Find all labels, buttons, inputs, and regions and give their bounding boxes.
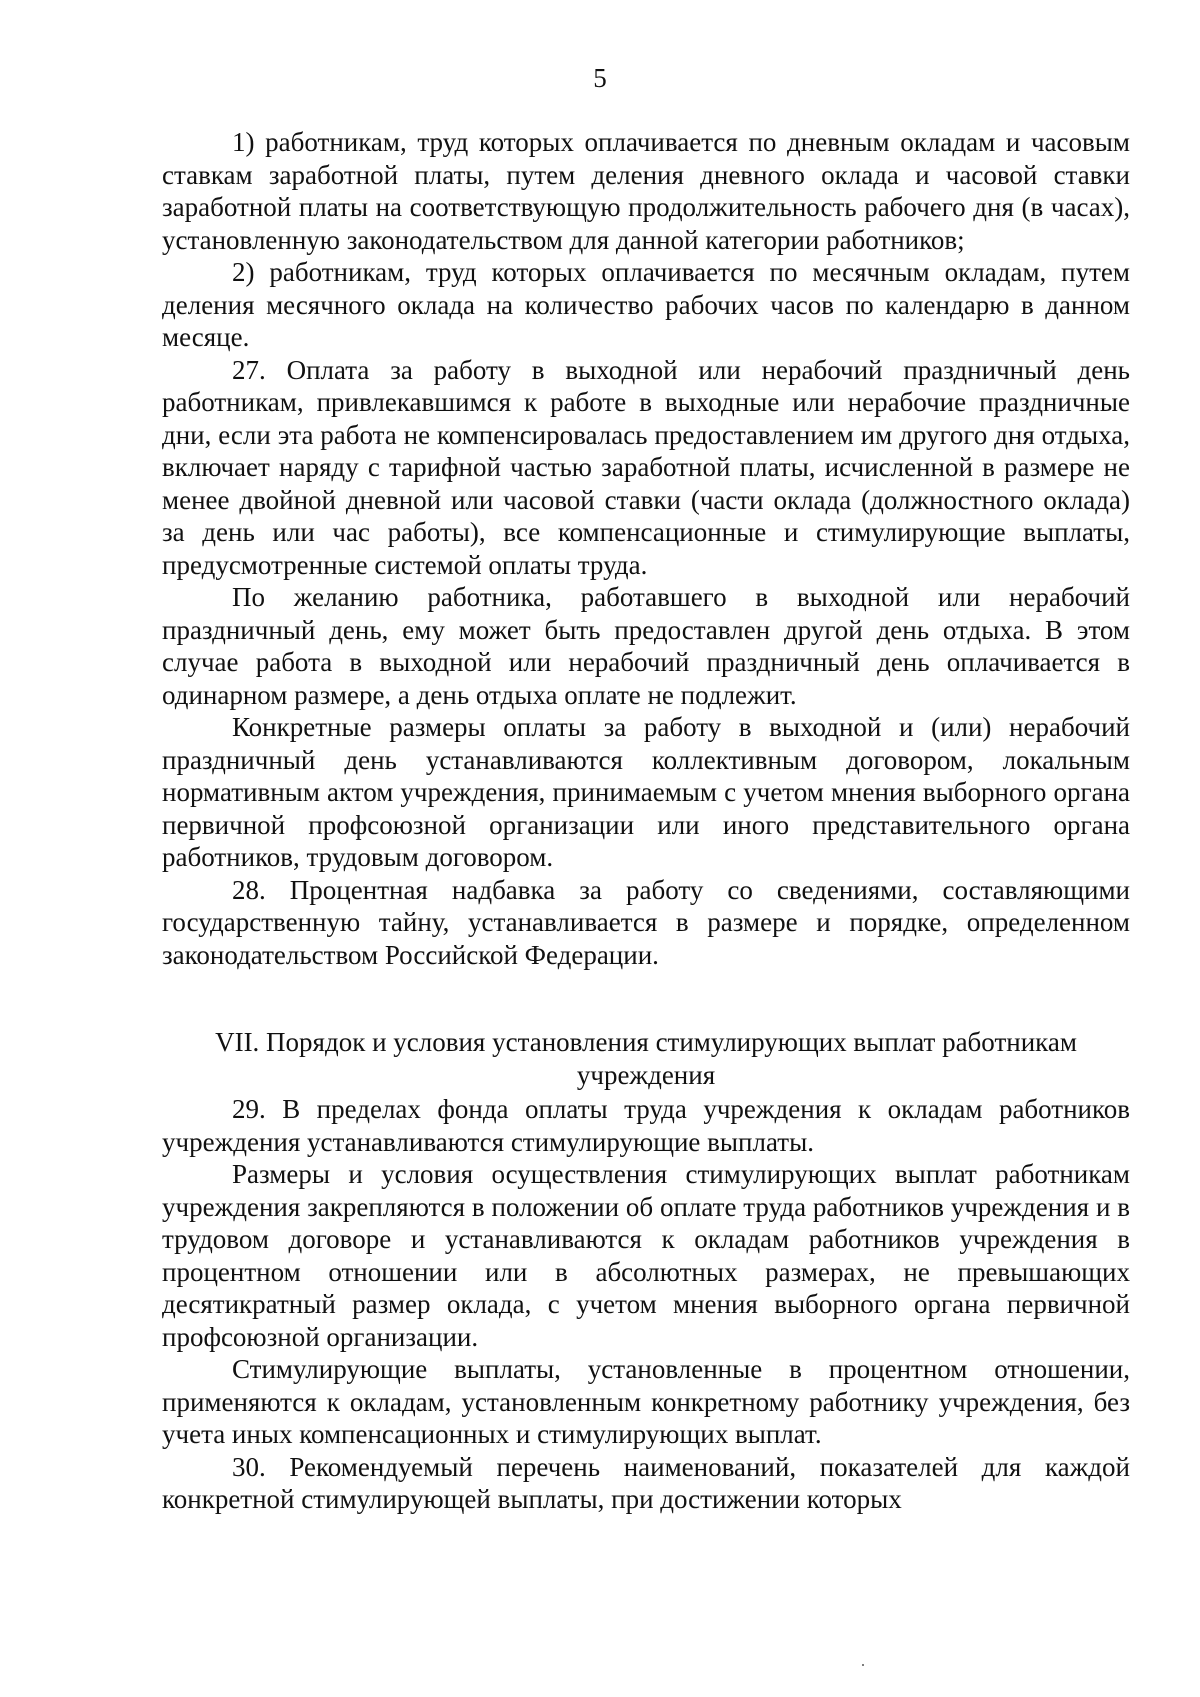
text-block-after-heading: [162, 1093, 1130, 1516]
scan-speck: [862, 1664, 864, 1666]
paragraph-item-2-workers-monthly-rates: 2) работникам, труд которых оплачивается по месячным окладам, путем деления месячного оклада на количество рабочих часов по календарю в данном месяце.: [162, 257, 1130, 352]
paragraph-27-holiday-pay: 27. Оплата за работу в выходной или нерабочий праздничный день работникам, привлекавшимся к работе в выходные или нерабочие праздничные дни, если эта работа не компенсировалась предоставлением им другого дня отдыха, включает наряду с тарифной частью заработной платы, исчисленной в размере не менее двойной дневной или часовой ставки (части оклада (должностного оклада) за день или час работы), все компенсационные и стимулирующие выплаты, предусмотренные системой оплаты труда.: [162, 354, 1130, 580]
section-heading-line-1: VII. Порядок и условия установления стимулирующих выплат работникам: [215, 1027, 1077, 1057]
paragraph-percentage-incentives: Стимулирующие выплаты, установленные в процентном отношении, применяются к окладам, установленным конкретному работнику учреждения, без учета иных компенсационных и стимулирующих выплат.: [162, 1354, 1130, 1449]
paragraph-specific-pay-amounts: Конкретные размеры оплаты за работу в выходной и (или) нерабочий праздничный день устанавливаются коллективным договором, локальным нормативным актом учреждения, принимаемым с учетом мнения выборного органа первичной профсоюзной организации или иного представительного органа работников, трудовым договором.: [162, 712, 1130, 872]
paragraph-item-1-workers-daily-rates: 1) работникам, труд которых оплачивается по дневным окладам и часовым ставкам заработной платы, путем деления дневного оклада и часовой ставки заработной платы на соответствующую продолжительность рабочего дня (в часах), установленную законодательством для данной категории работников;: [162, 127, 1130, 255]
text-block-before-heading: [162, 126, 1130, 971]
paragraph-incentive-conditions: Размеры и условия осуществления стимулирующих выплат работникам учреждения закрепляются в положении об оплате труда работников учреждения и в трудовом договоре и устанавливаются к окладам работников учреждения в процентном отношении или в абсолютных размерах, не превышающих десятикратный размер оклада, с учетом мнения выборного органа первичной профсоюзной организации.: [162, 1159, 1130, 1352]
section-heading-line-2: учреждения: [576, 1059, 716, 1090]
page-number: 5: [593, 63, 607, 93]
paragraph-28-state-secret-bonus: 28. Процентная надбавка за работу со сведениями, составляющими государственную тайну, устанавливается в размере и порядке, определенном законодательством Российской Федерации.: [162, 874, 1130, 970]
paragraph-29-incentive-payments: 29. В пределах фонда оплаты труда учреждения к окладам работников учреждения устанавливаются стимулирующие выплаты.: [162, 1094, 1130, 1157]
paragraph-day-off-option: По желанию работника, работавшего в выходной или нерабочий праздничный день, ему может быть предоставлен другой день отдыха. В этом случае работа в выходной или нерабочий праздничный день оплачивается в одинарном размере, а день отдыха оплате не подлежит.: [162, 582, 1130, 710]
paragraph-30-recommended-list: 30. Рекомендуемый перечень наименований, показателей для каждой конкретной стимулирующей выплаты, при достижении которых: [162, 1451, 1130, 1514]
section-heading: [162, 1026, 1130, 1091]
